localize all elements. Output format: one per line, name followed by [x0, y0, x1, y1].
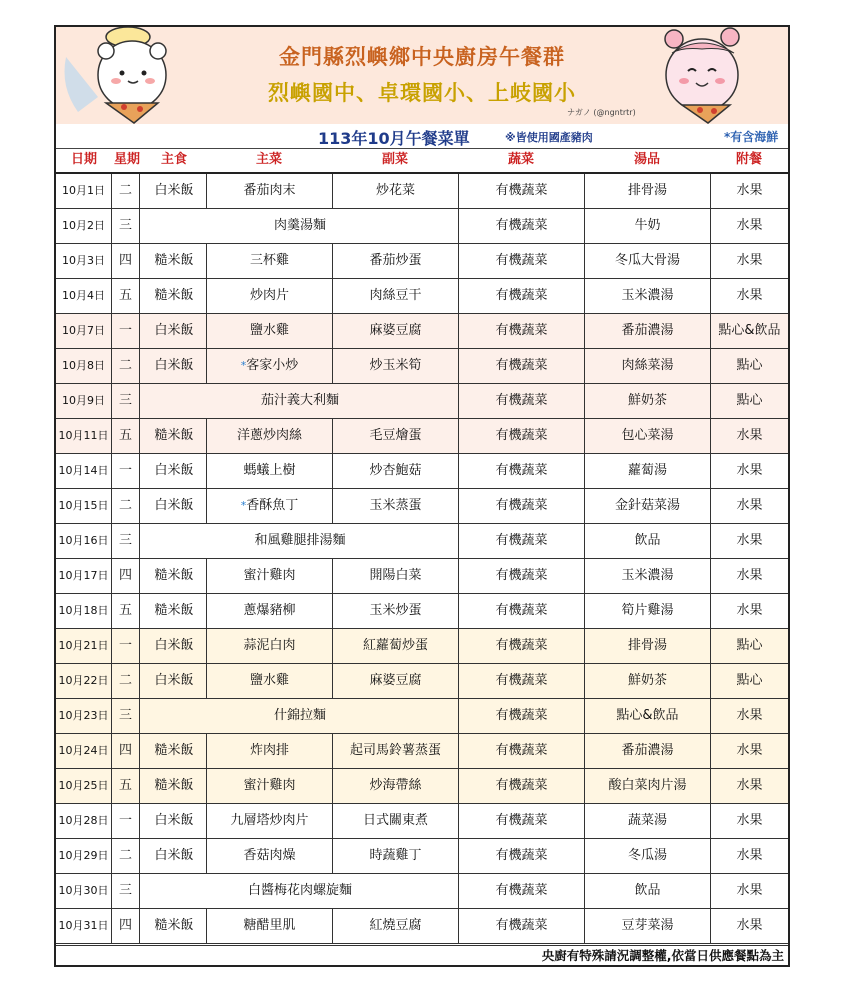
main-dish-label: 蒜泥白肉 [243, 638, 296, 653]
vegetable-cell: 有機蔬菜 [458, 244, 584, 278]
main-dish-cell [206, 594, 332, 628]
vegetable-cell: 有機蔬菜 [458, 734, 584, 768]
header-soup: 湯品 [633, 152, 660, 167]
header-date: 日期 [70, 152, 97, 167]
pork-note: ※皆使用國產豬肉 [505, 131, 593, 144]
table-row [56, 629, 788, 664]
main-dish-label: 九層塔炒肉片 [230, 813, 309, 828]
table-row [56, 664, 788, 699]
weekday-cell: 四 [112, 734, 140, 768]
main-dish-label: 螞蟻上樹 [243, 463, 296, 478]
extra-cell: 點心 [710, 629, 788, 663]
header-banner [56, 27, 788, 125]
weekday-cell: 三 [112, 209, 140, 243]
staple-cell: 白米飯 [154, 323, 194, 338]
date-cell: 10月24日 [56, 734, 112, 768]
table-row [56, 489, 788, 524]
main-dish-cell [206, 734, 332, 768]
main-dish-cell [206, 279, 332, 313]
weekday-cell: 二 [112, 174, 140, 208]
main-dish-cell [206, 664, 332, 698]
weekday-cell: 一 [112, 454, 140, 488]
extra-cell: 水果 [710, 419, 788, 453]
main-dish-cell [206, 769, 332, 803]
side-dish-cell: 玉米炒蛋 [332, 594, 458, 628]
staple-cell: 白米飯 [154, 463, 194, 478]
weekday-cell: 一 [112, 629, 140, 663]
extra-cell: 水果 [710, 594, 788, 628]
date-cell: 10月23日 [56, 699, 112, 733]
staple-cell: 糙米飯 [154, 253, 194, 268]
date-cell: 10月30日 [56, 874, 112, 908]
soup-cell: 蘿蔔湯 [584, 454, 710, 488]
table-row [56, 839, 788, 874]
menu-subtitle-bar [56, 124, 788, 149]
extra-cell: 水果 [710, 699, 788, 733]
artist-credit: ナガノ (@ngntrtr) [567, 108, 636, 117]
main-dish-label: 蜜汁雞肉 [243, 568, 296, 583]
side-dish-cell: 炒海帶絲 [332, 769, 458, 803]
table-row [56, 909, 788, 944]
soup-cell: 金針菇菜湯 [584, 489, 710, 523]
weekday-cell: 五 [112, 419, 140, 453]
date-cell: 10月15日 [56, 489, 112, 523]
kitchen-group-title: 金門縣烈嶼鄉中央廚房午餐群 [279, 45, 565, 69]
vegetable-cell: 有機蔬菜 [458, 664, 584, 698]
footer-note: 央廚有特殊請況調整權,依當日供應餐點為主 [56, 945, 788, 965]
staple-cell: 白米飯 [154, 183, 194, 198]
side-dish-cell: 炒玉米筍 [332, 349, 458, 383]
date-cell: 10月31日 [56, 909, 112, 943]
weekday-cell: 一 [112, 314, 140, 348]
main-dish-cell [206, 629, 332, 663]
main-dish-label: 洋蔥炒肉絲 [236, 428, 302, 443]
extra-cell: 點心 [710, 349, 788, 383]
extra-cell: 點心 [710, 384, 788, 418]
main-dish-label: 香酥魚丁 [246, 498, 299, 513]
schools-title: 烈嶼國中、卓環國小、上岐國小 [268, 81, 576, 105]
vegetable-cell: 有機蔬菜 [458, 454, 584, 488]
main-dish-label: 鹽水雞 [249, 323, 289, 338]
extra-cell: 水果 [710, 174, 788, 208]
vegetable-cell: 有機蔬菜 [458, 524, 584, 558]
side-dish-cell: 時蔬雞丁 [332, 839, 458, 873]
extra-cell: 水果 [710, 839, 788, 873]
soup-cell: 牛奶 [584, 209, 710, 243]
soup-cell: 番茄濃湯 [584, 314, 710, 348]
table-row [56, 524, 788, 559]
side-dish-cell: 玉米蒸蛋 [332, 489, 458, 523]
noodle-dish-cell: 茄汁義大利麵 [260, 393, 339, 408]
table-row [56, 419, 788, 454]
staple-cell: 糙米飯 [154, 568, 194, 583]
table-row [56, 454, 788, 489]
weekday-cell: 五 [112, 769, 140, 803]
side-dish-cell: 紅燒豆腐 [332, 909, 458, 943]
header-side-dish: 副菜 [381, 152, 408, 167]
table-row [56, 874, 788, 909]
date-cell: 10月9日 [56, 384, 112, 418]
soup-cell: 肉絲菜湯 [584, 349, 710, 383]
date-cell: 10月14日 [56, 454, 112, 488]
main-dish-cell [206, 349, 332, 383]
main-dish-cell [206, 174, 332, 208]
date-cell: 10月18日 [56, 594, 112, 628]
menu-title: 113年10月午餐菜單 [318, 129, 470, 148]
soup-cell: 玉米濃湯 [584, 279, 710, 313]
date-cell: 10月1日 [56, 174, 112, 208]
side-dish-cell: 炒花菜 [332, 174, 458, 208]
weekday-cell: 二 [112, 489, 140, 523]
soup-cell: 點心&飲品 [584, 699, 710, 733]
vegetable-cell: 有機蔬菜 [458, 769, 584, 803]
date-cell: 10月4日 [56, 279, 112, 313]
date-cell: 10月2日 [56, 209, 112, 243]
staple-cell: 白米飯 [154, 638, 194, 653]
date-cell: 10月3日 [56, 244, 112, 278]
weekday-cell: 二 [112, 349, 140, 383]
table-row [56, 209, 788, 244]
soup-cell: 鮮奶茶 [584, 664, 710, 698]
main-dish-label: 蔥爆豬柳 [243, 603, 296, 618]
weekday-cell: 二 [112, 664, 140, 698]
table-row [56, 559, 788, 594]
soup-cell: 酸白菜肉片湯 [584, 769, 710, 803]
side-dish-cell: 紅蘿蔔炒蛋 [332, 629, 458, 663]
vegetable-cell: 有機蔬菜 [458, 489, 584, 523]
vegetable-cell: 有機蔬菜 [458, 804, 584, 838]
vegetable-cell: 有機蔬菜 [458, 559, 584, 593]
main-dish-label: 炸肉排 [249, 743, 289, 758]
column-headers [56, 148, 788, 174]
date-cell: 10月28日 [56, 804, 112, 838]
staple-cell: 糙米飯 [154, 603, 194, 618]
extra-cell: 水果 [710, 489, 788, 523]
weekday-cell: 四 [112, 244, 140, 278]
soup-cell: 飲品 [584, 524, 710, 558]
extra-cell: 水果 [710, 524, 788, 558]
main-dish-label: 客家小炒 [246, 358, 299, 373]
vegetable-cell: 有機蔬菜 [458, 699, 584, 733]
soup-cell: 豆芽菜湯 [584, 909, 710, 943]
main-dish-label: 炒肉片 [249, 288, 289, 303]
soup-cell: 包心菜湯 [584, 419, 710, 453]
date-cell: 10月17日 [56, 559, 112, 593]
main-dish-cell [206, 314, 332, 348]
main-dish-cell [206, 804, 332, 838]
date-cell: 10月29日 [56, 839, 112, 873]
extra-cell: 水果 [710, 734, 788, 768]
date-cell: 10月22日 [56, 664, 112, 698]
table-row [56, 174, 788, 209]
main-dish-label: 糖醋里肌 [243, 918, 296, 933]
vegetable-cell: 有機蔬菜 [458, 209, 584, 243]
noodle-dish-cell: 和風雞腿排湯麵 [254, 533, 346, 548]
side-dish-cell: 麻婆豆腐 [332, 664, 458, 698]
soup-cell: 筍片雞湯 [584, 594, 710, 628]
extra-cell: 水果 [710, 454, 788, 488]
weekday-cell: 二 [112, 839, 140, 873]
extra-cell: 水果 [710, 279, 788, 313]
weekday-cell: 三 [112, 524, 140, 558]
extra-cell: 水果 [710, 244, 788, 278]
date-cell: 10月11日 [56, 419, 112, 453]
table-row [56, 734, 788, 769]
staple-cell: 糙米飯 [154, 288, 194, 303]
vegetable-cell: 有機蔬菜 [458, 349, 584, 383]
side-dish-cell: 番茄炒蛋 [332, 244, 458, 278]
staple-cell: 糙米飯 [154, 428, 194, 443]
main-dish-cell [206, 489, 332, 523]
vegetable-cell: 有機蔬菜 [458, 314, 584, 348]
main-dish-label: 香菇肉燥 [243, 848, 296, 863]
seafood-marker: * [240, 359, 247, 372]
vegetable-cell: 有機蔬菜 [458, 629, 584, 663]
staple-cell: 白米飯 [154, 813, 194, 828]
extra-cell: 水果 [710, 874, 788, 908]
table-row [56, 699, 788, 734]
vegetable-cell: 有機蔬菜 [458, 909, 584, 943]
weekday-cell: 五 [112, 279, 140, 313]
soup-cell: 排骨湯 [584, 629, 710, 663]
extra-cell: 點心 [710, 664, 788, 698]
weekday-cell: 五 [112, 594, 140, 628]
staple-cell: 白米飯 [154, 848, 194, 863]
main-dish-cell [206, 559, 332, 593]
side-dish-cell: 肉絲豆干 [332, 279, 458, 313]
soup-cell: 鮮奶茶 [584, 384, 710, 418]
staple-cell: 糙米飯 [154, 918, 194, 933]
weekday-cell: 三 [112, 384, 140, 418]
staple-cell: 白米飯 [154, 358, 194, 373]
main-dish-cell [206, 454, 332, 488]
weekday-cell: 一 [112, 804, 140, 838]
extra-cell: 水果 [710, 804, 788, 838]
noodle-dish-cell: 肉羹湯麵 [273, 218, 326, 233]
side-dish-cell: 毛豆燴蛋 [332, 419, 458, 453]
soup-cell: 玉米濃湯 [584, 559, 710, 593]
main-dish-label: 蜜汁雞肉 [243, 778, 296, 793]
side-dish-cell: 麻婆豆腐 [332, 314, 458, 348]
vegetable-cell: 有機蔬菜 [458, 174, 584, 208]
vegetable-cell: 有機蔬菜 [458, 279, 584, 313]
date-cell: 10月8日 [56, 349, 112, 383]
extra-cell: 水果 [710, 559, 788, 593]
staple-cell: 白米飯 [154, 498, 194, 513]
pink-mascot-icon [642, 27, 788, 124]
weekday-cell: 四 [112, 909, 140, 943]
weekday-cell: 三 [112, 699, 140, 733]
date-cell: 10月25日 [56, 769, 112, 803]
header-extra: 附餐 [735, 152, 762, 167]
vegetable-cell: 有機蔬菜 [458, 384, 584, 418]
vegetable-cell: 有機蔬菜 [458, 419, 584, 453]
main-dish-label: 番茄肉末 [243, 183, 296, 198]
staple-cell: 糙米飯 [154, 743, 194, 758]
soup-cell: 冬瓜大骨湯 [584, 244, 710, 278]
main-dish-label: 三杯雞 [249, 253, 289, 268]
header-main-dish: 主菜 [255, 152, 282, 167]
date-cell: 10月21日 [56, 629, 112, 663]
noodle-dish-cell: 白醬梅花肉螺旋麵 [247, 883, 352, 898]
extra-cell: 點心&飲品 [710, 314, 788, 348]
seafood-note: *有含海鮮 [724, 130, 779, 144]
table-row [56, 769, 788, 804]
side-dish-cell: 開陽白菜 [332, 559, 458, 593]
soup-cell: 冬瓜湯 [584, 839, 710, 873]
weekday-cell: 四 [112, 559, 140, 593]
table-row [56, 594, 788, 629]
extra-cell: 水果 [710, 909, 788, 943]
seafood-marker: * [240, 499, 247, 512]
staple-cell: 糙米飯 [154, 778, 194, 793]
date-cell: 10月16日 [56, 524, 112, 558]
extra-cell: 水果 [710, 209, 788, 243]
vegetable-cell: 有機蔬菜 [458, 839, 584, 873]
table-row [56, 279, 788, 314]
extra-cell: 水果 [710, 769, 788, 803]
noodle-dish-cell: 什錦拉麵 [273, 708, 326, 723]
header-vegetable: 蔬菜 [507, 152, 534, 167]
main-dish-cell [206, 244, 332, 278]
soup-cell: 番茄濃湯 [584, 734, 710, 768]
date-cell: 10月7日 [56, 314, 112, 348]
vegetable-cell: 有機蔬菜 [458, 874, 584, 908]
header-weekday: 星期 [113, 152, 140, 167]
side-dish-cell: 炒杏鮑菇 [332, 454, 458, 488]
side-dish-cell: 日式關東煮 [332, 804, 458, 838]
table-row [56, 804, 788, 839]
table-row [56, 314, 788, 349]
main-dish-cell [206, 839, 332, 873]
vegetable-cell: 有機蔬菜 [458, 594, 584, 628]
table-row [56, 244, 788, 279]
side-dish-cell: 起司馬鈴薯蒸蛋 [332, 734, 458, 768]
menu-sheet [54, 25, 790, 967]
main-dish-label: 鹽水雞 [249, 673, 289, 688]
soup-cell: 飲品 [584, 874, 710, 908]
table-row [56, 384, 788, 419]
main-dish-cell [206, 909, 332, 943]
soup-cell: 蔬菜湯 [584, 804, 710, 838]
table-row [56, 349, 788, 384]
header-staple: 主食 [160, 152, 187, 167]
staple-cell: 白米飯 [154, 673, 194, 688]
main-dish-cell [206, 419, 332, 453]
weekday-cell: 三 [112, 874, 140, 908]
soup-cell: 排骨湯 [584, 174, 710, 208]
